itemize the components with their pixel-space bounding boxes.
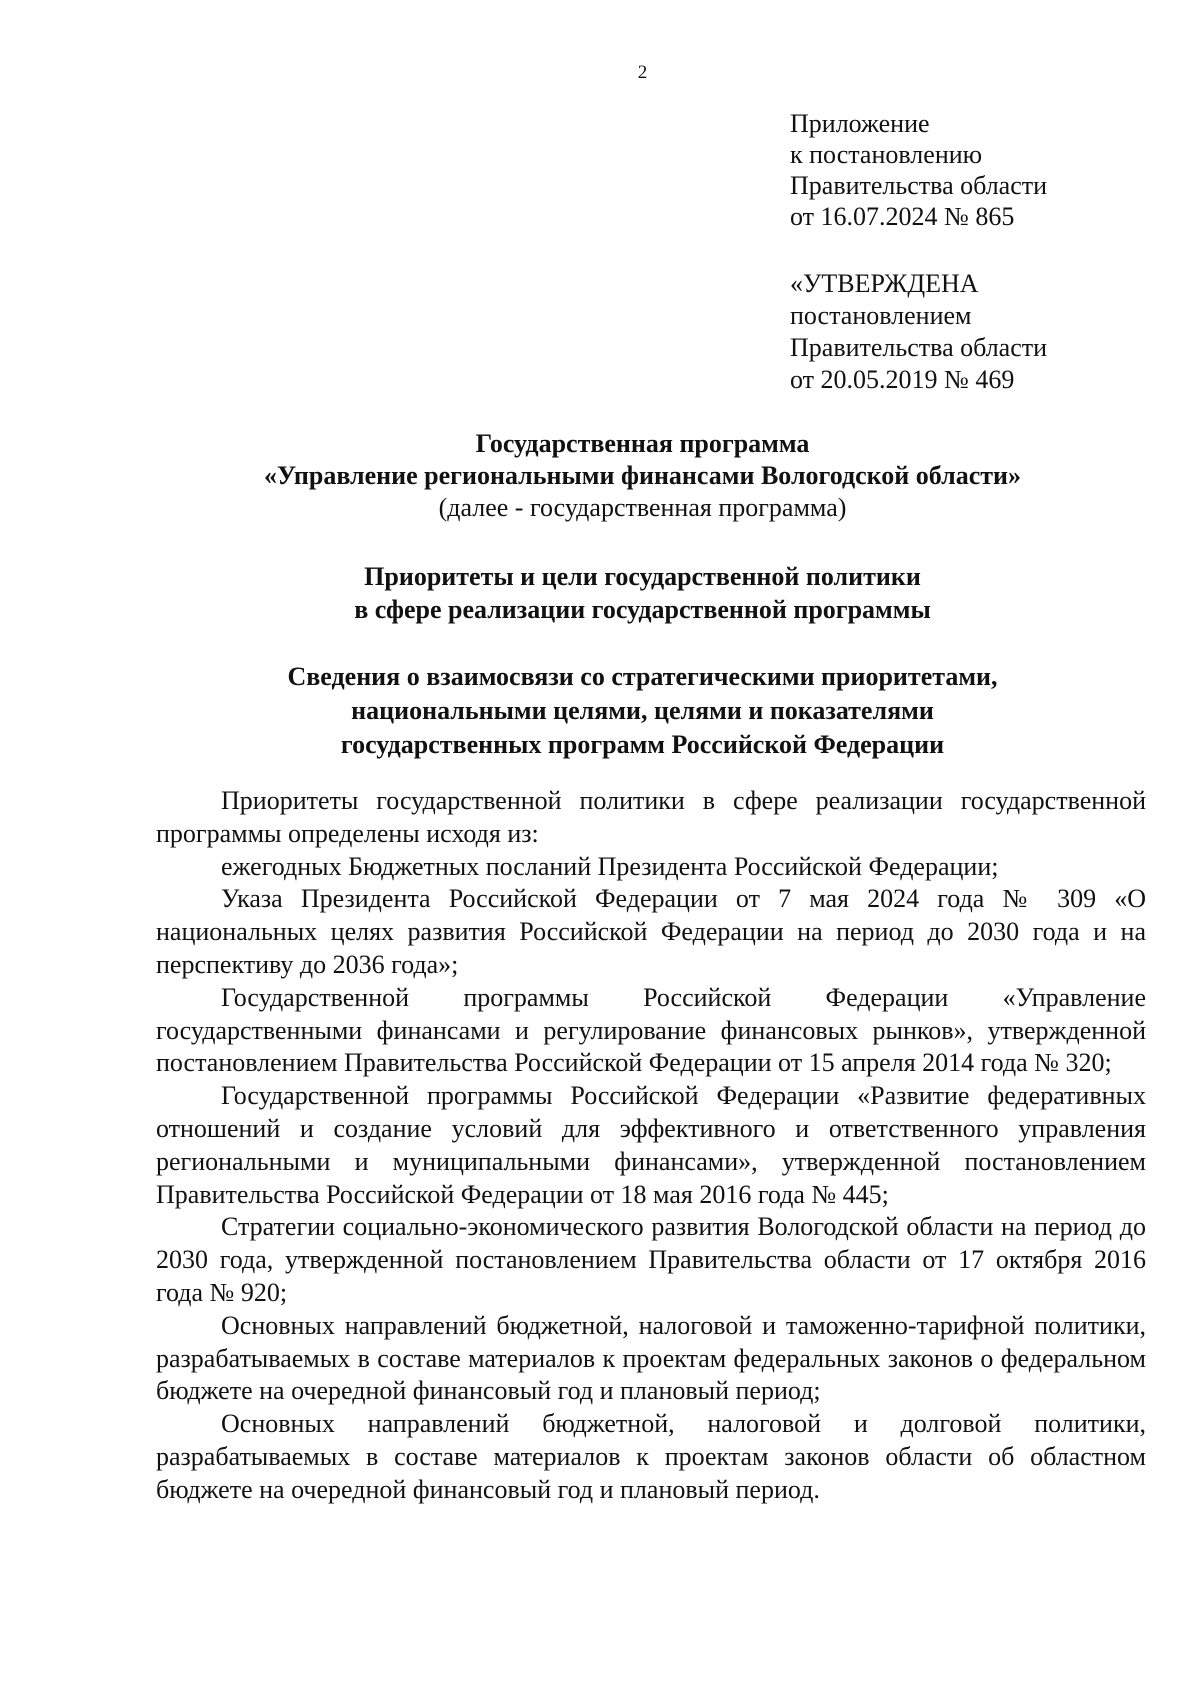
appendix-reference [790,108,1047,232]
approval-line: «УТВЕРЖДЕНА [790,269,979,298]
paragraph: Стратегии социально-экономического развития Вологодской области на период до 2030 года, утвержденной постановлением Правительства области от 17 октября 2016 года № 920; [156,1212,1146,1307]
priorities-heading [0,560,1200,626]
approval-line: постановлением [790,301,972,330]
info-heading-line: национальными целями, целями и показателями [351,696,934,725]
priorities-heading-line: в сфере реализации государственной программы [354,595,931,624]
info-heading-line: Сведения о взаимосвязи со стратегическими приоритетами, [287,662,998,691]
page-number: 2 [637,62,648,83]
info-heading-line: государственных программ Российской Федерации [340,730,945,759]
paragraph: Государственной программы Российской Федерации «Развитие федеративных отношений и создание условий для эффективного и ответственного управления региональными и муниципальными финансами», утвержденной постановлением Правительства Российской Федерации от 18 мая 2016 года № 445; [156,1081,1146,1209]
approval-line: Правительства области [790,333,1048,362]
body-text [156,785,1146,1507]
appendix-line: Правительства области [790,171,1048,200]
appendix-line: Приложение [790,109,930,138]
approval-line: от 20.05.2019 № 469 [790,365,1015,394]
program-title-line: «Управление региональными финансами Вологодской области» [263,461,1022,490]
program-title [0,428,1200,524]
info-heading [0,660,1200,762]
program-subtitle: (далее - государственная программа) [438,493,847,522]
paragraph: Основных направлений бюджетной, налоговой и таможенно-тарифной политики, разрабатываемых в составе материалов к проектам федеральных законов о федеральном бюджете на очередной финансовый год и плановый период; [156,1310,1146,1406]
paragraph: Указа Президента Российской Федерации от 7 мая 2024 года № 309 «О национальных целях развития Российской Федерации на период до 2030 года и на перспективу до 2036 года»; [156,884,1146,979]
paragraph: Приоритеты государственной политики в сфере реализации государственной программы определены исходя из: [156,786,1146,848]
approval-stamp [790,268,1047,396]
paragraph: Основных направлений бюджетной, налоговой и долговой политики, разрабатываемых в составе материалов к проектам законов области об областном бюджете на очередной финансовый год и плановый период. [156,1409,1146,1504]
appendix-line: к постановлению [790,140,983,169]
program-title-line: Государственная программа [475,429,810,458]
paragraph: Государственной программы Российской Федерации «Управление государственными финансами и регулирование финансовых рынков», утвержденной постановлением Правительства Российской Федерации от 15 апреля 2014 года № 320; [156,982,1146,1078]
paragraph: ежегодных Бюджетных посланий Президента Российской Федерации; [221,851,999,881]
appendix-line: от 16.07.2024 № 865 [790,202,1015,231]
priorities-heading-line: Приоритеты и цели государственной политики [364,562,921,591]
